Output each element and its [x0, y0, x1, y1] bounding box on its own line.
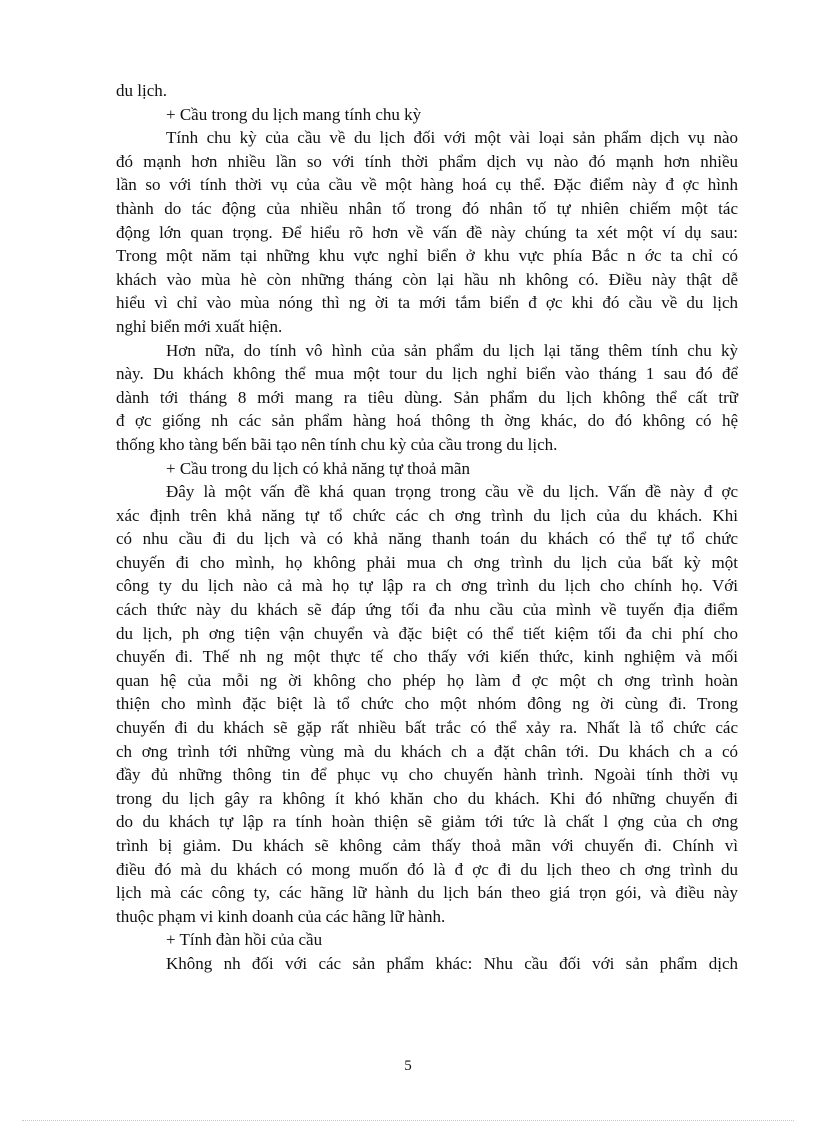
text-line: trình bị giảm. Du khách sẽ không cảm thấy thoả mãn với chuyến đi. Chính vì	[116, 836, 738, 855]
text-line: chuyến đi du khách sẽ gặp rất nhiều bất trắc có thể xảy ra. Nhất là tổ chức các	[116, 718, 738, 738]
text-line: du lịch, ph ơng tiện vận chuyển và đặc biệt có thể tiết kiệm tối đa chi phí cho	[116, 623, 738, 643]
text-line: do du khách tự lập ra tính hoàn thiện sẽ giảm tới tức là chất l ợng của ch ơng	[116, 812, 738, 832]
text-line: thống kho tàng bến bãi tạo nên tính chu kỳ của cầu trong du lịch.	[116, 434, 558, 454]
text-line: đầy đủ những thông tin để phục vụ cho chuyến hành trình. Ngoài tính thời vụ	[116, 765, 738, 785]
text-line: điều đó mà du khách có mong muốn đó là đ ợc đi du lịch theo ch ơng trình du	[116, 859, 738, 879]
text-line: + Cầu trong du lịch có khả năng tự thoả mãn	[166, 458, 470, 478]
text-line: + Cầu trong du lịch mang tính chu kỳ	[166, 104, 422, 124]
text-line: ch ơng trình tới những vùng mà du khách ch a đặt chân tới. Du khách ch a có	[116, 741, 738, 761]
text-line: Không nh đối với các sản phẩm khác: Nhu cầu đối với sản phẩm dịch	[166, 953, 738, 973]
footer-divider	[22, 1120, 794, 1121]
text-line: chuyến đi cho mình, họ không phải mua ch ơng trình du lịch của bất kỳ một	[116, 552, 738, 572]
text-line: trong du lịch gây ra không ít khó khăn cho du khách. Khi đó những chuyến đi	[116, 788, 738, 808]
text-line: chuyến đi. Thế nh ng một thực tế cho thấy với kiến thức, kinh nghiệm và mối	[116, 647, 738, 667]
text-line: cách thức này du khách sẽ đáp ứng tối đa nhu cầu của mình về tuyến địa điểm	[116, 600, 738, 620]
text-line: + Tính đàn hồi của cầu	[166, 930, 323, 950]
text-line: xác định trên khả năng tự tổ chức các ch ơng trình du lịch của du khách. Khi	[116, 505, 738, 525]
text-line: du lịch.	[116, 81, 167, 100]
text-line: Đây là một vấn đề khá quan trọng trong cầu về du lịch. Vấn đề này đ ợc	[166, 482, 738, 502]
text-line: Tính chu kỳ của cầu về du lịch đối với một vài loại sản phẩm dịch vụ nào	[166, 128, 738, 148]
body-text	[116, 79, 738, 976]
text-line: thành do tác động của nhiều nhân tố trong đó nhân tố tự nhiên chiếm một tác	[116, 198, 738, 218]
text-line: lịch mà các công ty, các hãng lữ hành du lịch bán theo giá trọn gói, và điều này	[116, 883, 738, 903]
text-line: công ty du lịch nào cả mà họ tự lập ra ch ơng trình du lịch cho chính họ. Với	[116, 576, 738, 596]
text-line: đ ợc giống nh các sản phẩm hàng hoá thông th ờng khác, do đó không có hệ	[116, 411, 738, 431]
text-line: này. Du khách không thể mua một tour du lịch nghỉ biển vào tháng 1 sau đó để	[116, 364, 738, 384]
text-line: dành tới tháng 8 mới mang ra tiêu dùng. Sản phẩm du lịch không thể cất trữ	[116, 387, 738, 407]
text-line: động lớn quan trọng. Để hiểu rõ hơn về vấn đề này chúng ta xét một ví dụ sau:	[116, 222, 738, 242]
text-line: hiểu vì chỉ vào mùa nóng thì ng ời ta mới tắm biển đ ợc khi đó cầu về du lịch	[116, 293, 738, 313]
text-line: thiện cho mình đặc biệt là tổ chức cho một nhóm đông ng ời cùng đi. Trong	[116, 694, 738, 714]
text-line: khách vào mùa hè còn những tháng còn lại hầu nh không có. Điều này thật dễ	[116, 269, 738, 289]
text-line: đó mạnh hơn nhiều lần so với tính thời phẩm dịch vụ nào đó mạnh hơn nhiều	[116, 151, 738, 171]
text-line: Hơn nữa, do tính vô hình của sản phẩm du lịch lại tăng thêm tính chu kỳ	[166, 340, 738, 360]
text-line: nghỉ biển mới xuất hiện.	[116, 316, 283, 336]
text-line: quan hệ của mỗi ng ời không cho phép họ làm đ ợc một ch ơng trình hoàn	[116, 670, 738, 690]
text-line: có nhu cầu đi du lịch và có khả năng thanh toán du khách có thể tự tổ chức	[116, 529, 738, 549]
page-number: 5	[404, 1058, 412, 1074]
text-line: lần so với tính thời vụ của cầu về một hàng hoá cụ thể. Đặc điểm này đ ợc hình	[116, 175, 738, 195]
text-line: thuộc phạm vi kinh doanh của các hãng lữ hành.	[116, 906, 446, 926]
text-line: Trong một năm tại những khu vực nghỉ biển ở khu vực phía Bắc n ớc ta chỉ có	[116, 246, 738, 266]
